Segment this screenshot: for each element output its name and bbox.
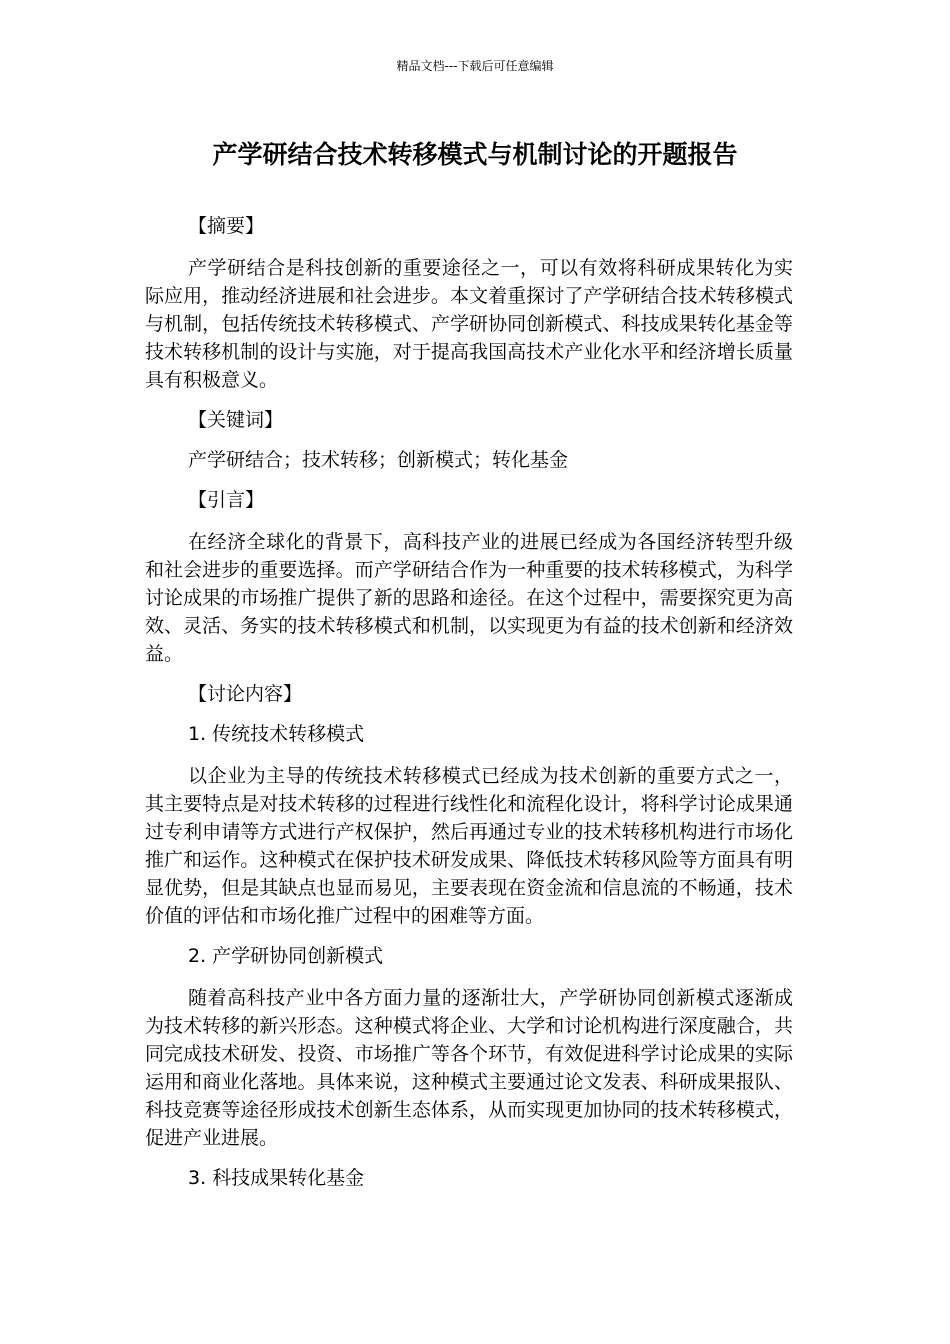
keywords-paragraph: 产学研结合；技术转移；创新模式；转化基金 [188, 449, 569, 471]
section-2-paragraph: 随着高科技产业中各方面力量的逐渐壮大，产学研协同创新模式逐渐成为技术转移的新兴形态。这种模式将企业、大学和讨论机构进行深度融合，共同完成技术研发、投资、市场推广等各个环节，有效促进科学讨论成果的实际运用和商业化落地。具体来说，这种模式主要通过论文发表、科研成果报队、科技竞赛等途径形成技术创新生态体系，从而实现更加协同的技术转移模式，促进产业进展。 [145, 987, 793, 1149]
keywords-heading: 【关键词】 [188, 409, 284, 431]
abstract-paragraph: 产学研结合是科技创新的重要途径之一，可以有效将科研成果转化为实际应用，推动经济进展和社会进步。本文着重探讨了产学研结合技术转移模式与机制，包括传统技术转移模式、产学研协同创新模式、科技成果转化基金等技术转移机制的设计与实施，对于提高我国高技术产业化水平和经济增长质量具有积极意义。 [145, 257, 793, 391]
page-header-note: 精品文档---下载后可任意编辑 [396, 59, 554, 73]
section-1-heading: 1. 传统技术转移模式 [188, 723, 365, 745]
section-1-paragraph: 以企业为主导的传统技术转移模式已经成为技术创新的重要方式之一，其主要特点是对技术转移的过程进行线性化和流程化设计，将科学讨论成果通过专利申请等方式进行产权保护，然后再通过专业的技术转移机构进行市场化推广和运作。这种模式在保护技术研发成果、降低技术转移风险等方面具有明显优势，但是其缺点也显而易见，主要表现在资金流和信息流的不畅通，技术价值的评估和市场化推广过程中的困难等方面。 [145, 765, 793, 927]
abstract-heading: 【摘要】 [188, 215, 265, 237]
intro-paragraph: 在经济全球化的背景下，高科技产业的进展已经成为各国经济转型升级和社会进步的重要选择。而产学研结合作为一种重要的技术转移模式，为科学讨论成果的市场推广提供了新的思路和途径。在这个过程中，需要探究更为高效、灵活、务实的技术转移模式和机制，以实现更为有益的技术创新和经济效益。 [145, 531, 793, 665]
section-2-heading: 2. 产学研协同创新模式 [188, 945, 384, 967]
document-title: 产学研结合技术转移模式与机制讨论的开题报告 [212, 140, 738, 169]
intro-heading: 【引言】 [188, 489, 265, 511]
document-body [145, 212, 793, 1192]
content-heading: 【讨论内容】 [188, 683, 303, 705]
section-3-heading: 3. 科技成果转化基金 [188, 1167, 365, 1189]
